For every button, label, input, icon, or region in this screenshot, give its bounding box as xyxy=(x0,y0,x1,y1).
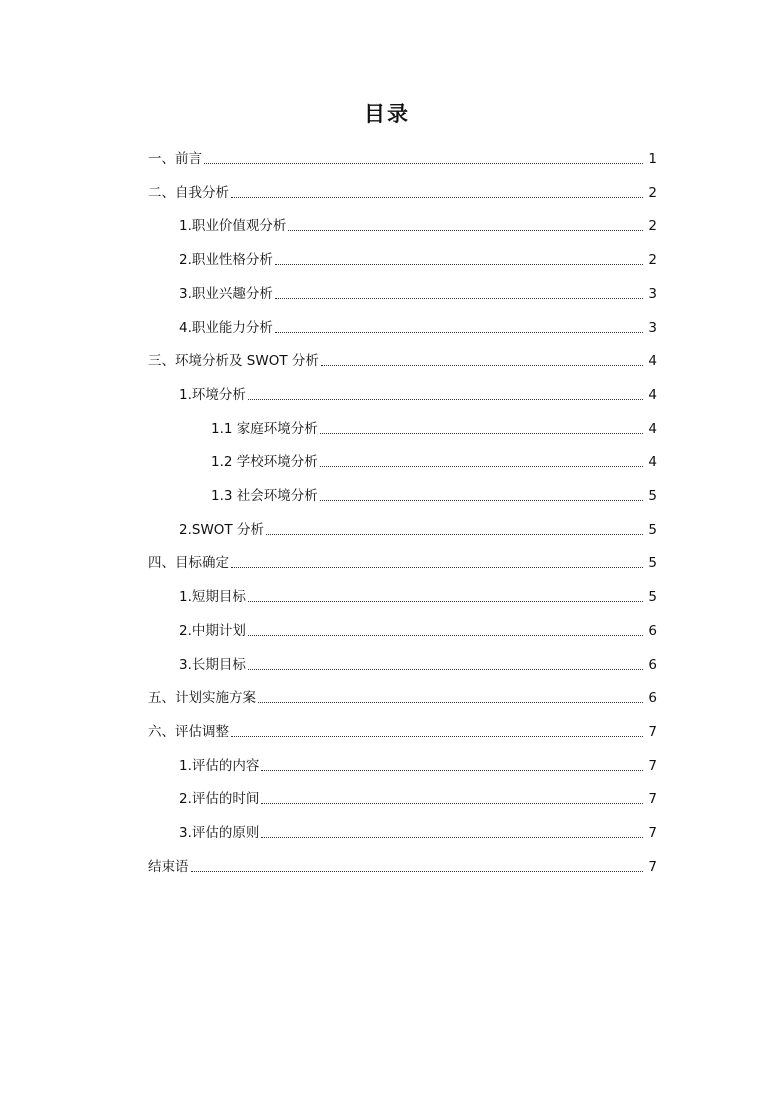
toc-entry[interactable] xyxy=(148,146,657,168)
dot-leader xyxy=(321,364,643,366)
toc-entry-page-number: 3 xyxy=(648,320,657,336)
toc-entry-page-number: 5 xyxy=(648,555,657,571)
toc-entry-page-number: 3 xyxy=(648,286,657,302)
toc-entry-page-number: 4 xyxy=(648,454,657,470)
toc-entry-label: 1.2 学校环境分析 xyxy=(211,454,318,470)
toc-entry-page-number: 7 xyxy=(648,791,657,807)
toc-entry[interactable] xyxy=(179,753,657,775)
toc-entry-page-number: 7 xyxy=(648,758,657,774)
toc-entry[interactable] xyxy=(148,180,657,202)
toc-entry-page-number: 2 xyxy=(648,185,657,201)
toc-entry-page-number: 6 xyxy=(648,690,657,706)
dot-leader xyxy=(231,196,643,198)
toc-entry[interactable] xyxy=(179,315,657,337)
toc-entry[interactable] xyxy=(148,719,657,741)
toc-entry-label: 2.SWOT 分析 xyxy=(179,522,264,538)
toc-entry-page-number: 5 xyxy=(648,522,657,538)
dot-leader xyxy=(275,263,643,265)
toc-entry-page-number: 7 xyxy=(648,724,657,740)
toc-entry-page-number: 1 xyxy=(648,151,657,167)
toc-entry-label: 1.评估的内容 xyxy=(179,758,260,774)
dot-leader xyxy=(258,701,643,703)
toc-entry-page-number: 4 xyxy=(648,387,657,403)
toc-entry-page-number: 6 xyxy=(648,657,657,673)
dot-leader xyxy=(275,297,643,299)
toc-entry-page-number: 5 xyxy=(648,589,657,605)
toc-entry-page-number: 5 xyxy=(648,488,657,504)
toc-title: 目录 xyxy=(364,102,410,126)
toc-entry-label: 二、自我分析 xyxy=(148,185,229,201)
toc-entry-page-number: 4 xyxy=(648,353,657,369)
toc-entry[interactable] xyxy=(211,449,657,471)
toc-entry-label: 一、前言 xyxy=(148,151,202,167)
toc-entry-page-number: 6 xyxy=(648,623,657,639)
toc-entry-label: 1.职业价值观分析 xyxy=(179,218,287,234)
dot-leader xyxy=(275,331,643,333)
toc-entry[interactable] xyxy=(211,416,657,438)
toc-entry-label: 1.环境分析 xyxy=(179,387,246,403)
toc-entry-label: 2.评估的时间 xyxy=(179,791,260,807)
toc-entry-label: 1.3 社会环境分析 xyxy=(211,488,318,504)
dot-leader xyxy=(231,735,643,737)
toc-entry-label: 2.职业性格分析 xyxy=(179,252,273,268)
toc-entry-label: 4.职业能力分析 xyxy=(179,320,273,336)
dot-leader xyxy=(320,432,643,434)
dot-leader xyxy=(261,769,643,771)
dot-leader xyxy=(204,162,643,164)
toc-entry-label: 六、评估调整 xyxy=(148,724,229,740)
toc-entry-label: 3.评估的原则 xyxy=(179,825,260,841)
dot-leader xyxy=(320,465,643,467)
toc-entry[interactable] xyxy=(179,618,657,640)
dot-leader xyxy=(248,668,643,670)
toc-entry[interactable] xyxy=(179,517,657,539)
toc-entry[interactable] xyxy=(148,348,657,370)
dot-leader xyxy=(248,634,643,636)
toc-entry[interactable] xyxy=(179,213,657,235)
toc-entry-label: 3.长期目标 xyxy=(179,657,246,673)
toc-entry[interactable] xyxy=(148,685,657,707)
toc-entry-label: 1.1 家庭环境分析 xyxy=(211,421,318,437)
toc-entry-page-number: 2 xyxy=(648,218,657,234)
dot-leader xyxy=(266,533,643,535)
toc-entry[interactable] xyxy=(148,854,657,876)
toc-entry[interactable] xyxy=(179,652,657,674)
toc-entry-label: 五、计划实施方案 xyxy=(148,690,256,706)
dot-leader xyxy=(320,499,643,501)
dot-leader xyxy=(261,802,643,804)
dot-leader xyxy=(231,566,643,568)
toc-entry[interactable] xyxy=(179,786,657,808)
toc-entry-page-number: 4 xyxy=(648,421,657,437)
toc-entry-label: 三、环境分析及 SWOT 分析 xyxy=(148,353,319,369)
dot-leader xyxy=(248,600,643,602)
toc-entry-page-number: 2 xyxy=(648,252,657,268)
toc-entry[interactable] xyxy=(179,382,657,404)
dot-leader xyxy=(288,229,643,231)
toc-entry-label: 结束语 xyxy=(148,859,189,875)
toc-entry[interactable] xyxy=(179,584,657,606)
toc-entry-page-number: 7 xyxy=(648,859,657,875)
toc-entry[interactable] xyxy=(179,820,657,842)
toc-entry[interactable] xyxy=(179,281,657,303)
toc-entry[interactable] xyxy=(148,550,657,572)
toc-entry-label: 四、目标确定 xyxy=(148,555,229,571)
toc-entry[interactable] xyxy=(211,483,657,505)
toc-entry[interactable] xyxy=(179,247,657,269)
toc-entry-page-number: 7 xyxy=(648,825,657,841)
dot-leader xyxy=(261,836,643,838)
dot-leader xyxy=(191,870,644,872)
toc-entry-label: 1.短期目标 xyxy=(179,589,246,605)
dot-leader xyxy=(248,398,643,400)
toc-entry-label: 3.职业兴趣分析 xyxy=(179,286,273,302)
toc-entry-label: 2.中期计划 xyxy=(179,623,246,639)
